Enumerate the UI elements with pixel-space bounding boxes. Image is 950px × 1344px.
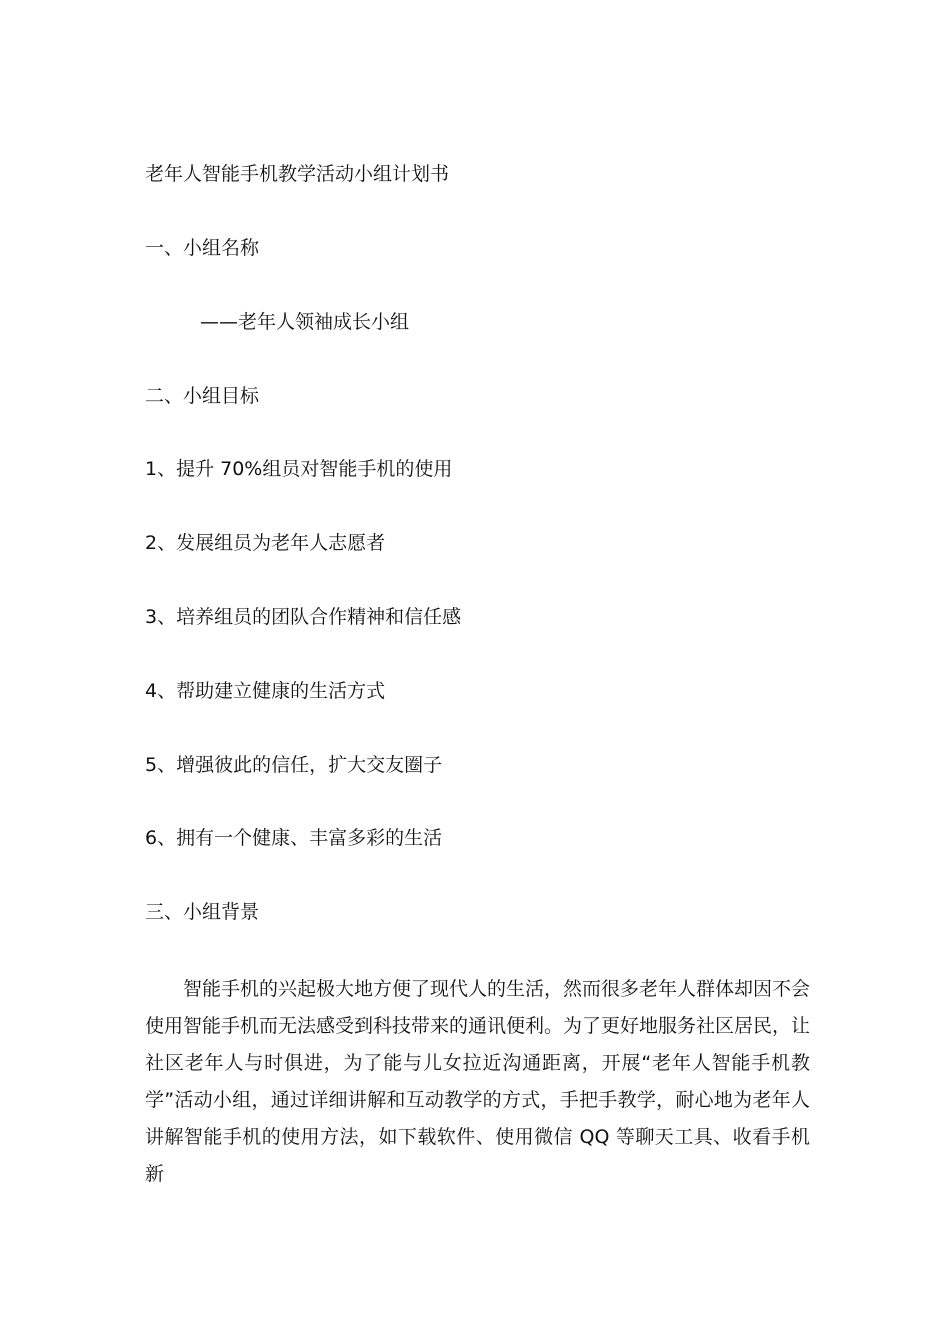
group-name: ——老年人领袖成长小组 (200, 311, 410, 333)
section-heading-group-name: 一、小组名称 (145, 237, 260, 259)
goal-item: 2、发展组员为老年人志愿者 (145, 532, 386, 554)
goal-item: 4、帮助建立健康的生活方式 (145, 680, 386, 702)
goal-item: 1、提升 70%组员对智能手机的使用 (145, 458, 453, 480)
goal-item: 5、增强彼此的信任，扩大交友圈子 (145, 754, 443, 776)
section-heading-group-goals: 二、小组目标 (145, 385, 260, 407)
background-paragraph: 智能手机的兴起极大地方便了现代人的生活，然而很多老年人群体却因不会使用智能手机而无法感受到科技带来的通讯便利。为了更好地服务社区居民，让社区老年人与时俱进，为了能与儿女拉近沟通距离，开展“老年人智能手机教学”活动小组，通过详细讲解和互动教学的方式，手把手教学，耐心地为老年人讲解智能手机的使用方法，如下载软件、使用微信 QQ 等聊天工具、收看手机新 (145, 978, 811, 1185)
document-title: 老年人智能手机教学活动小组计划书 (145, 163, 450, 185)
goal-item: 3、培养组员的团队合作精神和信任感 (145, 606, 462, 628)
goal-item: 6、拥有一个健康、丰富多彩的生活 (145, 827, 443, 849)
section-heading-group-background: 三、小组背景 (145, 901, 260, 923)
